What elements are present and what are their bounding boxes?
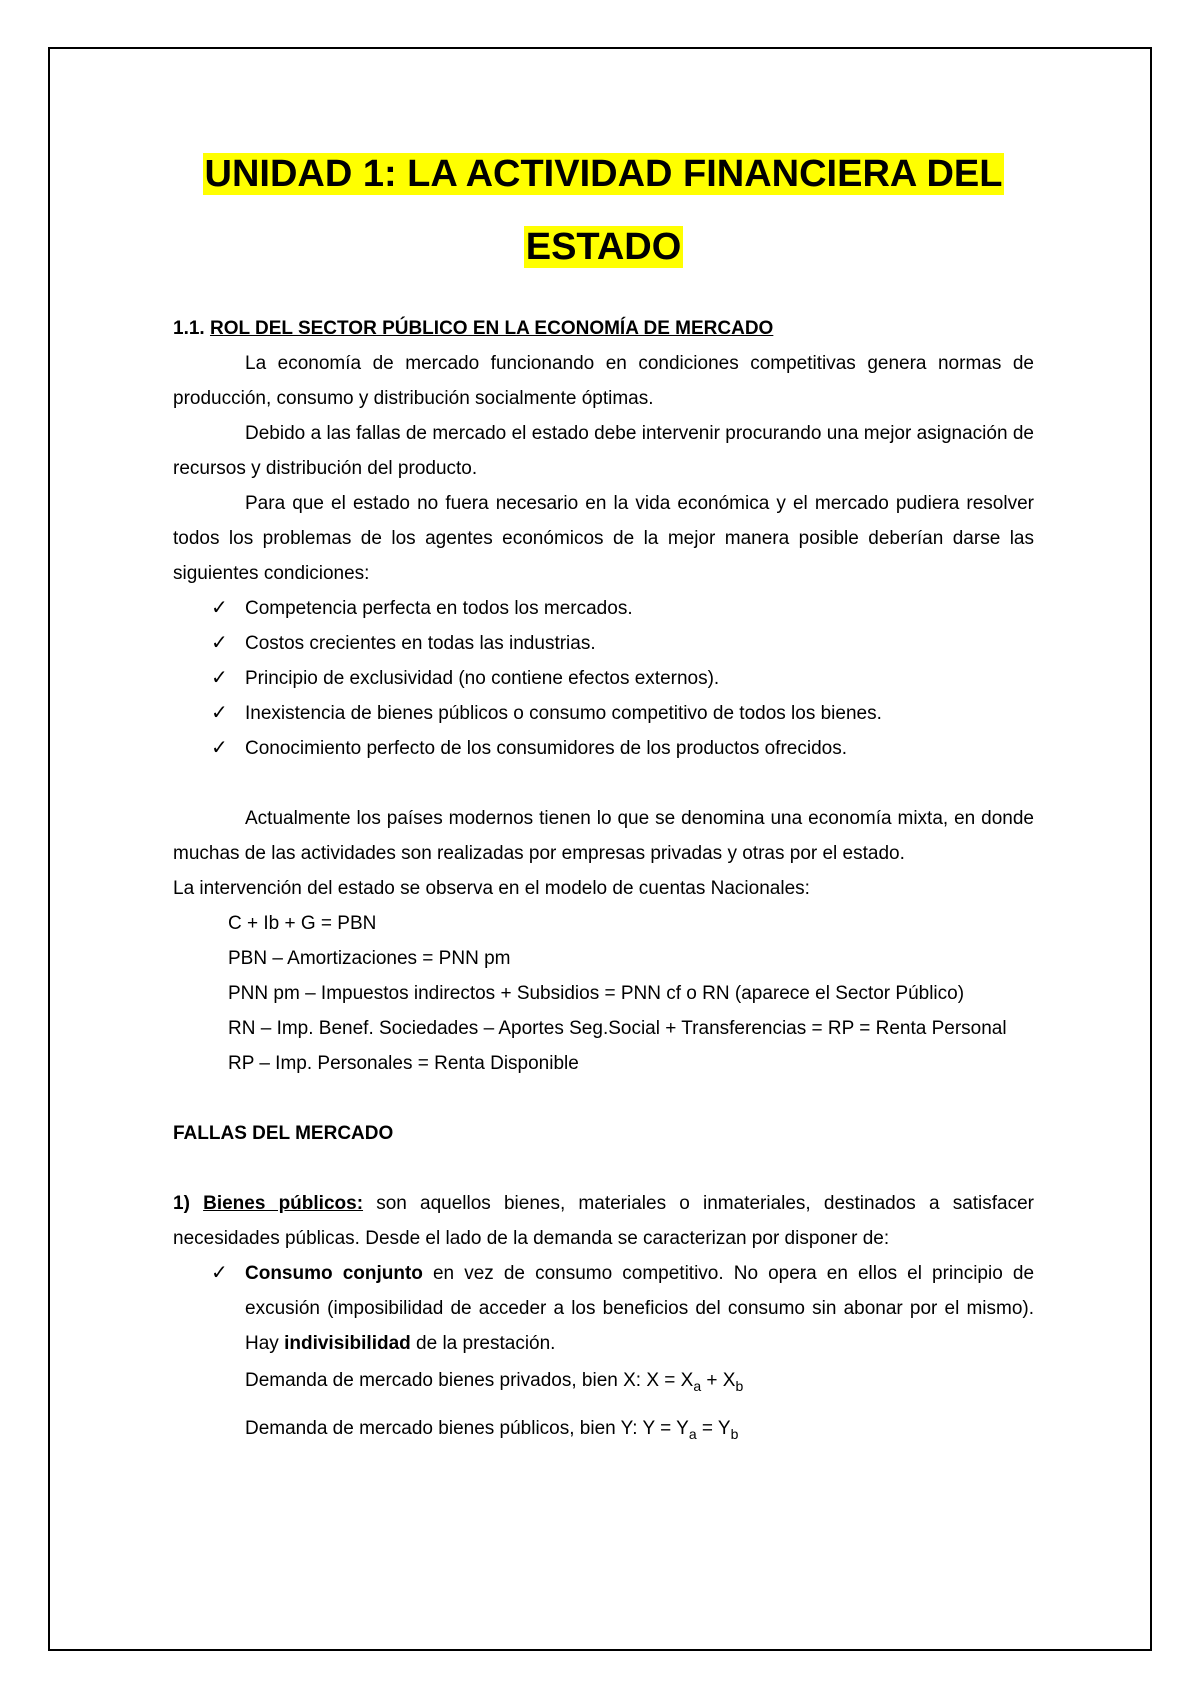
check-icon: ✓ — [211, 1262, 228, 1284]
paragraph-1: La economía de mercado funcionando en condiciones competitivas genera normas de producción, consumo y distribución socialmente óptimas. — [173, 353, 1034, 409]
title-line-1: UNIDAD 1: LA ACTIVIDAD FINANCIERA DEL — [204, 153, 1003, 195]
bienes-list — [173, 1256, 1034, 1361]
formula-line: C + Ib + G = PBN — [228, 913, 377, 934]
demanda-publicos: Demanda de mercado bienes públicos, bien Y: $Y = Y_a = Y_b$ — [245, 1418, 739, 1442]
consumo-conjunto-term: Consumo conjunto — [245, 1263, 423, 1284]
paragraph-5: La intervención del estado se observa en el modelo de cuentas Nacionales: — [173, 878, 810, 899]
check-icon: ✓ — [211, 737, 228, 759]
document-body — [173, 138, 1034, 1446]
spacer — [173, 766, 1034, 801]
bienes-number: 1) — [173, 1193, 190, 1214]
bienes-publicos-paragraph — [173, 1186, 1034, 1256]
page-title — [173, 138, 1034, 284]
section-heading — [173, 311, 1034, 346]
list-item: ✓ Conocimiento perfecto de los consumidores de los productos ofrecidos. — [173, 731, 1034, 766]
list-item: ✓ Principio de exclusividad (no contiene efectos externos). — [173, 661, 1034, 696]
formulas-block — [173, 906, 1034, 1081]
fallas-heading: FALLAS DEL MERCADO — [173, 1123, 394, 1144]
formula-line: RN – Imp. Benef. Sociedades – Aportes Seg.Social + Transferencias = RP = Renta Personal — [228, 1018, 1007, 1039]
section-number: 1.1. — [173, 318, 205, 339]
formula-line: RP – Imp. Personales = Renta Disponible — [228, 1053, 579, 1074]
list-item: ✓ Consumo conjunto en vez de consumo competitivo. No opera en ellos el principio de excusión (imposibilidad de acceder a los beneficios del consumo sin abonar por el mismo). Hay indivisibilidad de la prestación. — [173, 1256, 1034, 1361]
check-icon: ✓ — [211, 702, 228, 724]
paragraph-4: Actualmente los países modernos tienen lo que se denomina una economía mixta, en donde muchas de las actividades son realizadas por empresas privadas y otras por el estado. — [173, 808, 1034, 864]
demanda-privados: Demanda de mercado bienes privados, bien X: $X = X_a + X_b$ — [245, 1370, 744, 1394]
formula-line: PBN – Amortizaciones = PNN pm — [228, 948, 511, 969]
check-icon: ✓ — [211, 667, 228, 689]
title-line-2: ESTADO — [525, 226, 682, 268]
bienes-text: son aquellos bienes, materiales o inmateriales, destinados a satisfacer necesidades públicas. Desde el lado de la demanda se caracterizan por disponer de: — [173, 1193, 1035, 1249]
check-icon: ✓ — [211, 597, 228, 619]
section-title: ROL DEL SECTOR PÚBLICO EN LA ECONOMÍA DE MERCADO — [209, 318, 774, 339]
indivisibilidad-term: indivisibilidad — [284, 1333, 411, 1354]
conditions-list — [173, 591, 1034, 766]
bienes-label: Bienes públicos: — [203, 1193, 364, 1214]
paragraph-2: Debido a las fallas de mercado el estado debe intervenir procurando una mejor asignación de recursos y distribución del producto. — [173, 423, 1034, 479]
check-icon: ✓ — [211, 632, 228, 654]
list-item: ✓ Inexistencia de bienes públicos o consumo competitivo de todos los bienes. — [173, 696, 1034, 731]
formula-line: PNN pm – Impuestos indirectos + Subsidios = PNN cf o RN (aparece el Sector Público) — [228, 983, 965, 1004]
list-item: ✓ Costos crecientes en todas las industrias. — [173, 626, 1034, 661]
list-item: ✓ Competencia perfecta en todos los mercados. — [173, 591, 1034, 626]
paragraph-3: Para que el estado no fuera necesario en la vida económica y el mercado pudiera resolver todos los problemas de los agentes económicos de la mejor manera posible deberían darse las siguientes condiciones: — [173, 493, 1034, 584]
